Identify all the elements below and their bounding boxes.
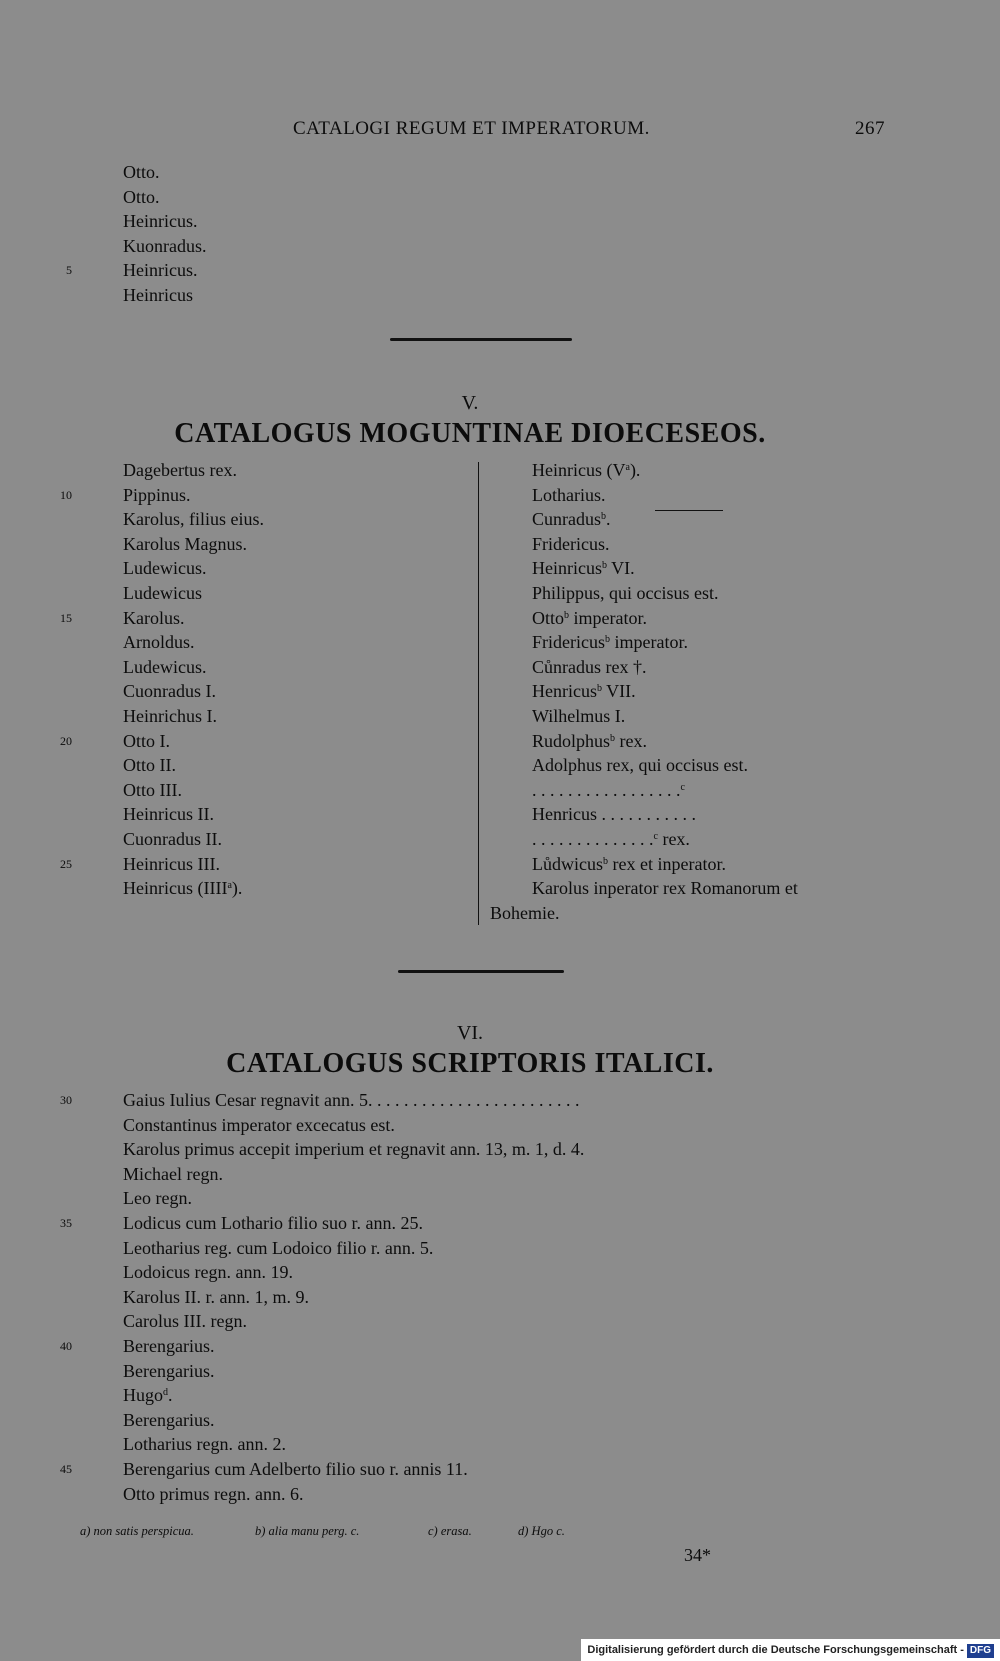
entry-text: Fridericus — [532, 632, 605, 653]
entry-text: Cunradus — [532, 509, 601, 530]
list-entry — [123, 630, 195, 654]
list-entry — [123, 1482, 303, 1506]
list-entry — [123, 704, 217, 728]
list-entry — [123, 1260, 293, 1284]
entry-text: Otto III. — [123, 779, 182, 800]
signature-mark: 34* — [684, 1545, 711, 1565]
page-number: 267 — [855, 118, 885, 139]
list-entry — [532, 458, 640, 482]
entry-text: Lodoicus regn. ann. 19. — [123, 1262, 293, 1283]
list-entry — [123, 507, 264, 531]
list-entry — [532, 876, 798, 900]
list-entry — [532, 827, 690, 851]
footnote-marker: b — [601, 560, 607, 572]
entry-text: Ludewicus. — [123, 558, 207, 579]
entry-text: Berengarius. — [123, 1336, 215, 1356]
entry-text: Ludewicus — [123, 583, 202, 603]
entry-text: Lodicus cum Lothario filio suo r. ann. 25. — [123, 1213, 423, 1233]
entry-text: Berengarius cum Adelberto filio suo r. annis 11. — [123, 1459, 468, 1479]
entry-text: Lotharius regn. ann. 2. — [123, 1434, 286, 1455]
list-entry — [532, 581, 719, 605]
entry-text: Arnoldus. — [123, 632, 195, 653]
entry-text: Kuonradus. — [123, 235, 207, 256]
entry-text-suffix: rex et inperator. — [608, 853, 726, 874]
line-number: 15 — [60, 610, 72, 625]
dfg-logo: DFG — [967, 1644, 994, 1658]
list-entry — [123, 1113, 395, 1137]
list-entry — [123, 1309, 247, 1333]
section-vi-title: CATALOGUS SCRIPTORIS ITALICI. — [226, 1048, 714, 1079]
footnote-marker: a — [227, 880, 232, 892]
entry-text: Otto. — [123, 162, 160, 182]
entry-text: Lůdwicus — [532, 853, 603, 874]
footnote-marker: d — [163, 1387, 168, 1399]
list-entry — [123, 581, 202, 605]
list-entry — [532, 507, 611, 531]
entry-text-suffix: imperator. — [609, 632, 688, 653]
footnote-marker: b — [603, 855, 608, 867]
entry-text: Otto. — [123, 186, 160, 207]
entry-text: Fridericus. — [532, 533, 610, 554]
list-entry — [123, 679, 216, 703]
line-number: 10 — [60, 487, 72, 502]
list-entry — [490, 901, 560, 925]
entry-text: Heinricus. — [123, 260, 198, 281]
list-entry — [123, 1408, 214, 1432]
entry-text: Otto primus regn. ann. 6. — [123, 1483, 304, 1504]
entry-text: Lotharius. — [532, 484, 606, 505]
footnote-marker: b — [610, 732, 616, 744]
footnote-marker: c — [653, 831, 658, 842]
entry-text: Otto II. — [123, 755, 176, 776]
list-entry — [532, 483, 606, 507]
list-entry — [123, 1457, 468, 1481]
list-entry — [123, 802, 214, 826]
entry-text-suffix: VII. — [601, 681, 636, 702]
entry-text: Heinrichus I. — [123, 706, 217, 726]
line-number: 45 — [60, 1462, 72, 1476]
list-entry — [123, 160, 160, 184]
line-number: 25 — [60, 856, 72, 871]
entry-text: Heinricus (IIII — [123, 878, 228, 899]
footnote-marker: c — [680, 781, 685, 793]
entry-text: Karolus II. r. ann. 1, m. 9. — [123, 1286, 309, 1307]
entry-text: Ludewicus. — [123, 656, 207, 677]
list-entry — [123, 1285, 309, 1309]
entry-text: Otto I. — [123, 730, 170, 751]
list-entry — [123, 483, 191, 507]
entry-text: Gaius Iulius Cesar regnavit ann. 5. . . . . . . . . . . . . . . . . . . . . . . . — [123, 1090, 580, 1110]
line-number: 20 — [60, 733, 72, 748]
list-entry — [123, 1383, 173, 1407]
column-divider — [478, 462, 479, 925]
list-entry — [123, 556, 206, 580]
list-entry — [123, 729, 170, 753]
entry-text: Carolus III. regn. — [123, 1311, 247, 1332]
entry-text: Heinricus III. — [123, 853, 220, 874]
entry-text-suffix: . — [168, 1385, 173, 1406]
footnote-a: a) non satis perspicua. — [80, 1524, 194, 1538]
line-number: 35 — [60, 1216, 72, 1230]
section-vi-number: VI. — [456, 1022, 484, 1044]
entry-text: Heinricus — [532, 558, 602, 579]
list-entry — [123, 234, 207, 258]
entry-text: Heinricus (V — [532, 460, 626, 480]
entry-text-suffix: . — [606, 509, 611, 530]
list-entry — [123, 1162, 223, 1186]
footnote-marker: b — [604, 634, 610, 646]
entry-text-suffix: ). — [231, 878, 243, 899]
section-divider — [390, 338, 572, 341]
entry-text: Leotharius reg. cum Lodoico filio r. ann. 5. — [123, 1237, 434, 1258]
list-entry — [123, 209, 197, 233]
line-number: 40 — [60, 1339, 72, 1353]
entry-text: Cůnradus rex †. — [532, 656, 647, 677]
list-entry — [532, 729, 647, 753]
list-entry — [123, 1137, 584, 1161]
list-entry — [123, 1334, 214, 1358]
footnote-marker: b — [601, 511, 606, 523]
entry-text: Dagebertus rex. — [123, 460, 237, 480]
entry-text: Rudolphus — [532, 730, 611, 751]
footnote-b: b) alia manu perg. c. — [255, 1524, 360, 1538]
entry-text: Karolus Magnus. — [123, 533, 247, 554]
list-entry — [123, 753, 176, 777]
credit-text: Digitalisierung gefördert durch die Deutsche Forschungsgemeinschaft - — [587, 1644, 964, 1656]
entry-text: Heinricus — [123, 285, 193, 305]
list-entry — [123, 655, 206, 679]
list-entry — [123, 852, 220, 876]
list-entry — [123, 778, 182, 802]
list-entry — [123, 1236, 433, 1260]
entry-text: Karolus primus accepit imperium et regnavit ann. 13, m. 1, d. 4. — [123, 1139, 585, 1160]
footnote-marker: b — [596, 683, 602, 695]
list-entry — [532, 606, 647, 630]
list-entry — [123, 458, 237, 482]
entry-text: Pippinus. — [123, 484, 191, 505]
entry-text: Berengarius. — [123, 1409, 215, 1430]
entry-text: Hugo — [123, 1385, 163, 1406]
entry-text-suffix: rex. — [615, 730, 647, 751]
section-v-title: CATALOGUS MOGUNTINAE DIOECESEOS. — [174, 418, 766, 449]
entry-text: Karolus, filius eius. — [123, 509, 264, 530]
list-entry — [123, 185, 160, 209]
list-entry — [123, 258, 197, 282]
list-entry — [123, 1211, 423, 1235]
list-entry — [123, 606, 185, 630]
list-entry — [123, 1432, 286, 1456]
footnote-marker: b — [564, 609, 570, 621]
entry-text: Karolus inperator rex Romanorum et — [532, 878, 798, 899]
entry-text-suffix: VI. — [606, 558, 635, 579]
entry-text: Leo regn. — [123, 1188, 192, 1209]
list-entry — [532, 753, 748, 777]
list-entry — [532, 556, 635, 580]
entry-text: Bohemie. — [490, 902, 560, 923]
list-entry — [532, 655, 646, 679]
entry-text: . . . . . . . . . . . . . . — [532, 829, 654, 849]
list-entry — [532, 532, 609, 556]
list-entry — [532, 778, 685, 802]
running-header: CATALOGI REGUM ET IMPERATORUM. — [293, 118, 650, 139]
list-entry — [123, 1088, 579, 1112]
entry-text: Henricus . . . . . . . . . . . — [532, 804, 696, 825]
list-entry — [532, 802, 696, 826]
list-entry — [532, 704, 625, 728]
entry-text: Henricus — [532, 681, 597, 702]
list-entry — [123, 1186, 192, 1210]
entry-text: . . . . . . . . . . . . . . . . . — [532, 779, 681, 800]
short-rule — [655, 510, 723, 511]
footnote-d: d) Hgo c. — [518, 1524, 565, 1538]
entry-text: Cuonradus II. — [123, 829, 222, 849]
list-entry — [532, 630, 688, 654]
entry-text-suffix: rex. — [657, 829, 690, 849]
list-entry — [532, 852, 726, 876]
line-number: 30 — [60, 1093, 72, 1107]
list-entry — [123, 283, 193, 307]
entry-text-suffix: ). — [629, 460, 641, 480]
list-entry — [123, 1359, 214, 1383]
entry-text: Heinricus II. — [123, 804, 214, 825]
section-v-number: V. — [461, 392, 479, 414]
list-entry — [123, 827, 222, 851]
entry-text: Karolus. — [123, 607, 185, 628]
footnote-c: c) erasa. — [428, 1524, 472, 1538]
entry-text: Berengarius. — [123, 1360, 215, 1381]
line-number: 5 — [66, 263, 72, 278]
entry-text: Heinricus. — [123, 211, 198, 232]
entry-text-suffix: imperator. — [569, 607, 647, 628]
entry-text: Adolphus rex, qui occisus est. — [532, 755, 748, 776]
digitization-credit — [581, 1639, 1000, 1661]
section-divider — [398, 970, 564, 973]
entry-text: Cuonradus I. — [123, 681, 216, 702]
entry-text: Otto — [532, 607, 565, 628]
entry-text: Wilhelmus I. — [532, 706, 626, 726]
list-entry — [532, 679, 636, 703]
list-entry — [123, 876, 242, 900]
entry-text: Constantinus imperator excecatus est. — [123, 1114, 395, 1135]
entry-text: Philippus, qui occisus est. — [532, 583, 719, 603]
entry-text: Michael regn. — [123, 1163, 223, 1184]
list-entry — [123, 532, 247, 556]
footnote-marker: a — [625, 462, 630, 473]
